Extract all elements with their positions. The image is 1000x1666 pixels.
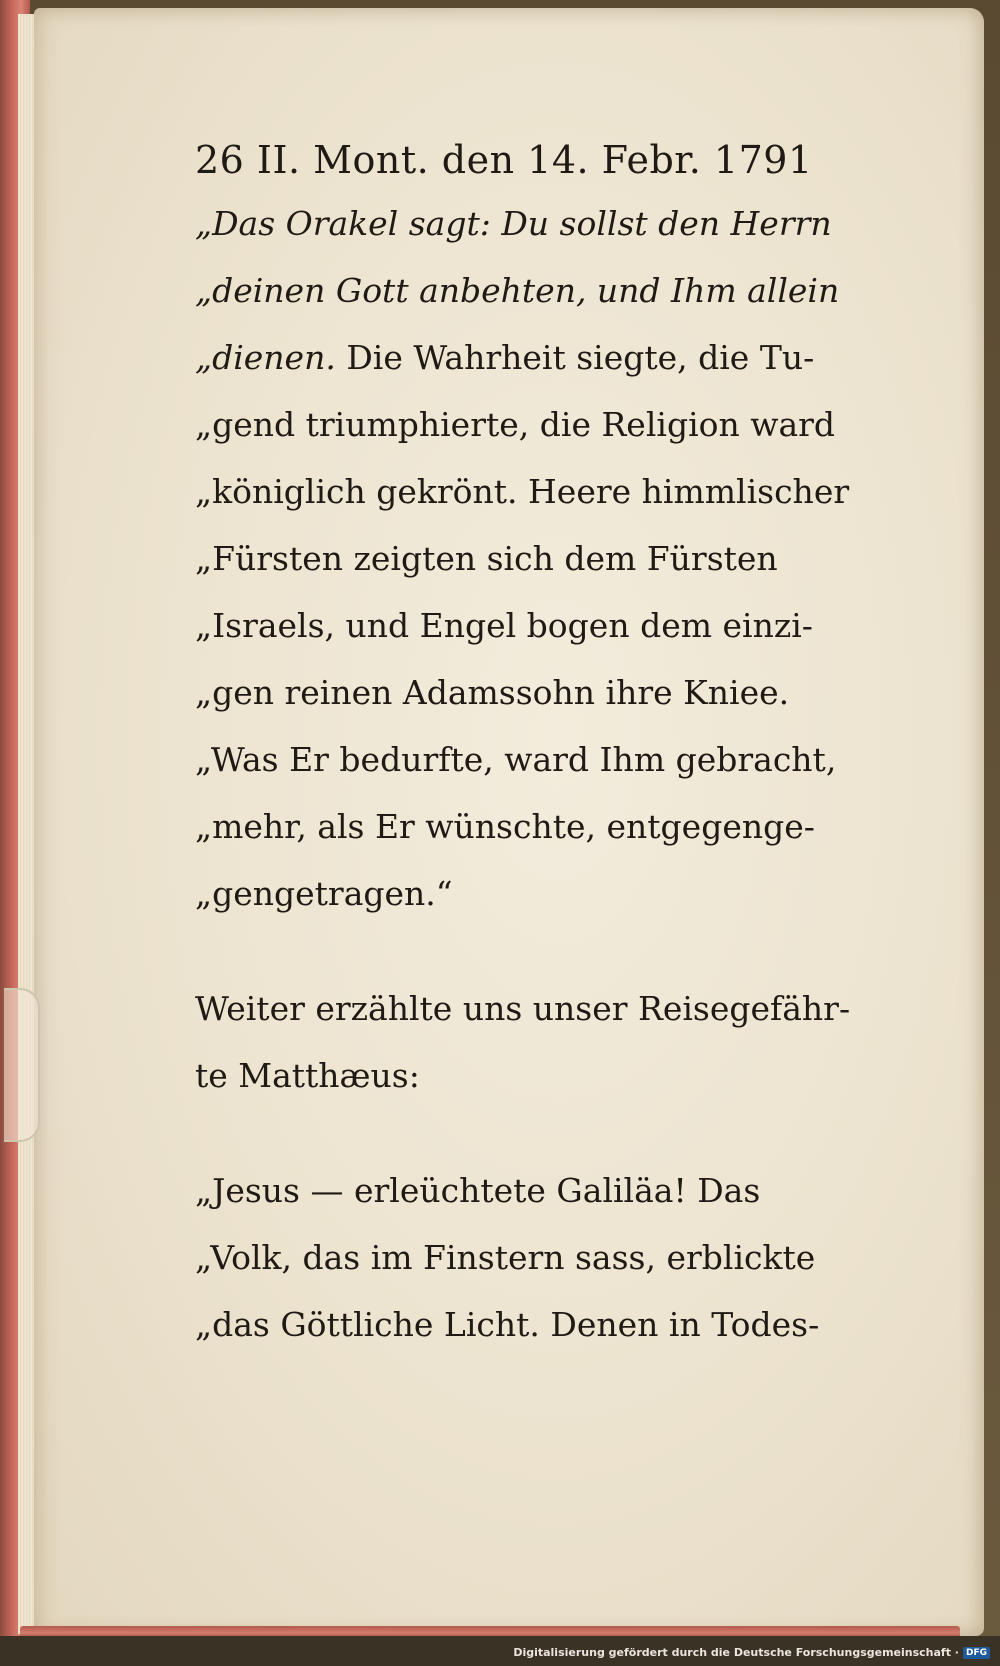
- paragraph-quote-2: [195, 1157, 895, 1358]
- credit-text: Digitalisierung gefördert durch die Deutsche Forschungsgemeinschaft ·: [513, 1646, 959, 1659]
- page-text: [195, 130, 895, 1358]
- line-text: „Fürsten zeigten sich dem Fürsten: [195, 539, 778, 578]
- page-stack: [18, 14, 34, 1634]
- text-line: [195, 592, 895, 659]
- text-line: [195, 860, 895, 927]
- running-header: 26 II. Mont. den 14. Febr. 1791: [195, 138, 813, 182]
- text-line: [195, 1157, 895, 1224]
- line-text: „Was Er bedurfte, ward Ihm gebracht,: [195, 740, 837, 779]
- text-line: [195, 391, 895, 458]
- line-text: „Israels, und Engel bogen dem einzi-: [195, 606, 813, 645]
- text-line: [195, 659, 895, 726]
- line-text: „königlich gekrönt. Heere himmlischer: [195, 472, 850, 511]
- text-line: [195, 726, 895, 793]
- text-line: [195, 1291, 895, 1358]
- line-text: „das Göttliche Licht. Denen in Todes-: [195, 1305, 820, 1344]
- paragraph-narration: [195, 975, 895, 1109]
- text-line: [195, 458, 895, 525]
- dfg-logo: DFG: [963, 1647, 990, 1659]
- line-text: Die Wahrheit siegte, die Tu-: [335, 338, 815, 377]
- line-text: „mehr, als Er wünschte, entgegenge-: [195, 807, 815, 846]
- line-text: „gend triumphierte, die Religion ward: [195, 405, 836, 444]
- text-line: [195, 324, 895, 391]
- line-text: Weiter erzählte uns unser Reisegefähr-: [195, 989, 851, 1028]
- line-text: „gengetragen.“: [195, 874, 453, 913]
- text-line: [195, 257, 895, 324]
- line-text: „deinen Gott anbehten, und Ihm allein: [195, 271, 840, 310]
- line-text: te Matthæus:: [195, 1056, 420, 1095]
- text-line: [195, 1042, 895, 1109]
- digitization-credit: [513, 1646, 990, 1659]
- line-text-italic: „dienen.: [195, 338, 336, 377]
- text-line: [195, 1224, 895, 1291]
- line-text: „Das Orakel sagt: Du sollst den Herrn: [195, 204, 832, 243]
- line-text: „gen reinen Adamssohn ihre Kniee.: [195, 673, 790, 712]
- paragraph-quote: [195, 190, 895, 927]
- text-line: [195, 975, 895, 1042]
- paragraph-gap: [195, 1109, 895, 1157]
- text-line: [195, 525, 895, 592]
- text-line: [195, 190, 895, 257]
- paragraph-gap: [195, 927, 895, 975]
- line-text: „Volk, das im Finstern sass, erblickte: [195, 1238, 816, 1277]
- text-line: [195, 793, 895, 860]
- line-text: „Jesus — erleüchtete Galiläa! Das: [195, 1171, 761, 1210]
- bookmark-tab: [4, 988, 40, 1142]
